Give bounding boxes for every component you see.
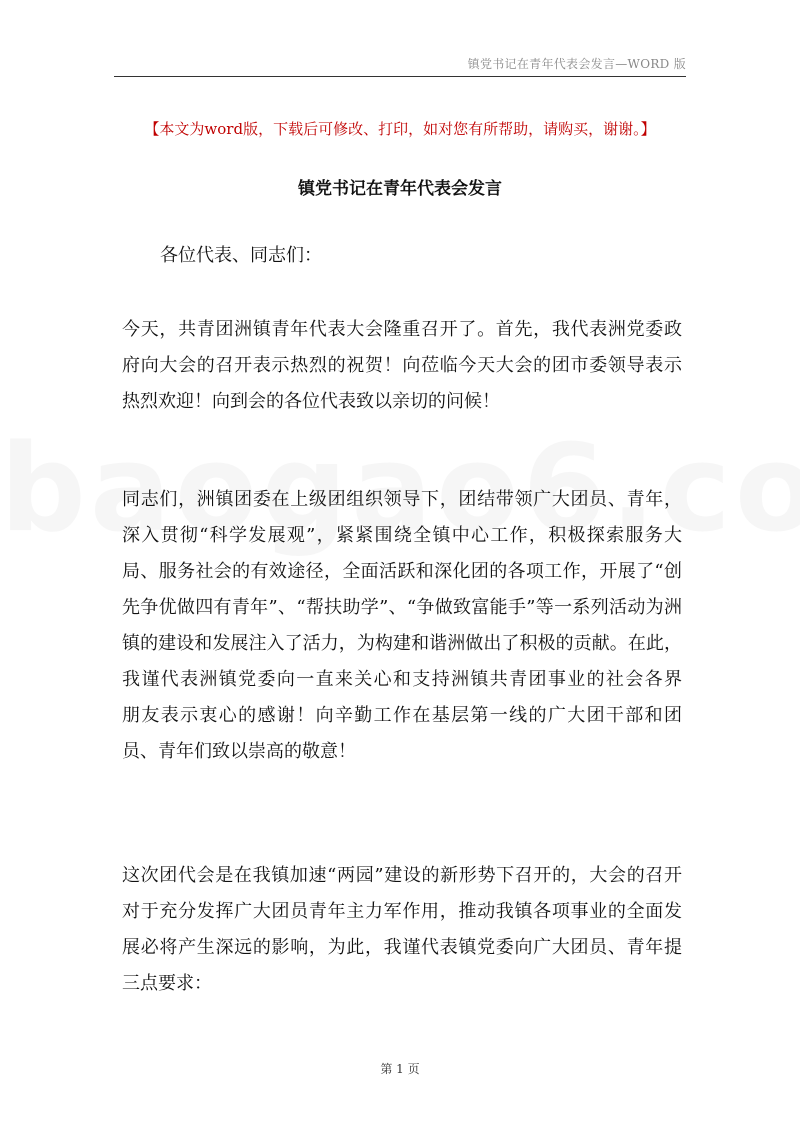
paragraph-line: 这次团代会是在我镇加速“两园”建设的新形势下召开的，大会的召开 bbox=[122, 865, 682, 886]
paragraph-line: 员、青年们致以崇高的敬意！ bbox=[122, 741, 356, 762]
paragraph-line: 我谨代表洲镇党委向一直来关心和支持洲镇共青团事业的社会各界 bbox=[122, 669, 682, 690]
paragraph-line: 局、服务社会的有效途径，全面活跃和深化团的各项工作，开展了“创 bbox=[122, 561, 682, 582]
header-divider bbox=[114, 76, 686, 77]
paragraph-line: 对于充分发挥广大团员青年主力军作用，推动我镇各项事业的全面发 bbox=[122, 901, 682, 922]
running-header: 镇党书记在青年代表会发言—WORD 版 bbox=[467, 57, 686, 71]
download-notice: 【本文为word版，下载后可修改、打印，如对您有所帮助，请购买，谢谢。】 bbox=[144, 120, 656, 138]
document-title: 镇党书记在青年代表会发言 bbox=[298, 179, 502, 199]
paragraph-3 bbox=[122, 858, 682, 1002]
paragraph-line: 三点要求： bbox=[122, 973, 212, 994]
paragraph-line: 府向大会的召开表示热烈的祝贺！向莅临今天大会的团市委领导表示 bbox=[122, 355, 682, 376]
paragraph-line: 朋友表示衷心的感谢！向辛勤工作在基层第一线的广大团干部和团 bbox=[122, 705, 682, 726]
page-number: 第 1 页 bbox=[380, 1062, 420, 1076]
paragraph-1 bbox=[122, 312, 682, 420]
paragraph-line: 展必将产生深远的影响，为此，我谨代表镇党委向广大团员、青年提 bbox=[122, 937, 682, 958]
paragraph-line: 镇的建设和发展注入了活力，为构建和谐洲做出了积极的贡献。在此， bbox=[122, 633, 682, 654]
paragraph-line: 同志们，洲镇团委在上级团组织领导下，团结带领广大团员、青年， bbox=[122, 489, 682, 510]
paragraph-line: 先争优做四有青年”、“帮扶助学”、“争做致富能手”等一系列活动为洲 bbox=[122, 597, 682, 618]
paragraph-line: 深入贯彻“科学发展观”，紧紧围绕全镇中心工作，积极探索服务大 bbox=[122, 525, 682, 546]
salutation: 各位代表、同志们： bbox=[160, 245, 322, 266]
paragraph-2 bbox=[122, 482, 682, 770]
paragraph-line: 热烈欢迎！向到会的各位代表致以亲切的问候！ bbox=[122, 391, 500, 412]
paragraph-line: 今天，共青团洲镇青年代表大会隆重召开了。首先，我代表洲党委政 bbox=[122, 319, 682, 340]
